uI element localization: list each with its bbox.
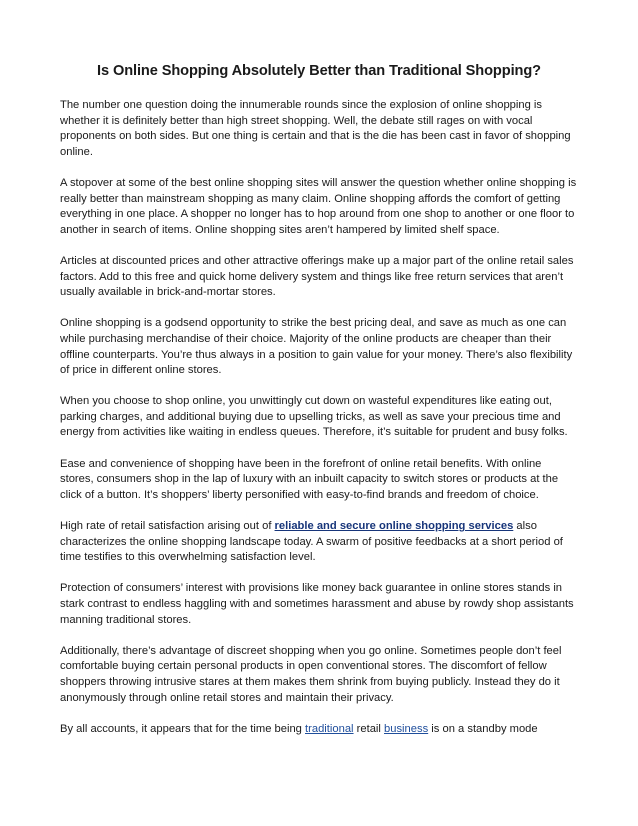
paragraph-10-text-start: By all accounts, it appears that for the time being bbox=[60, 722, 306, 735]
paragraph-5: When you choose to shop online, you unwittingly cut down on wasteful expenditures like eating out, parking charges, and additional buying due to upselling tricks, as well as save your precious time and energy from activities like waiting in endless queues. Therefore, it’s suitable for prudent and busy folks. bbox=[60, 395, 568, 439]
paragraph-8: Protection of consumers’ interest with provisions like money back guarantee in online stores stands in stark contrast to endless haggling with and sometimes harassment and abuse by rowdy shop assistants manning traditional stores. bbox=[60, 582, 574, 626]
reliable-online-shopping-link[interactable]: reliable and secure online shopping services bbox=[274, 520, 514, 533]
traditional-link[interactable]: traditional bbox=[305, 722, 354, 735]
document-title: Is Online Shopping Absolutely Better than Traditional Shopping? bbox=[97, 63, 541, 79]
paragraph-6: Ease and convenience of shopping have been in the forefront of online retail benefits. With online stores, consumers shop in the lap of luxury with an inbuilt capacity to switch stores or products at the click of a button. It’s shoppers’ liberty personified with easy-to-find brands and freedom of choice. bbox=[60, 457, 559, 501]
paragraph-3: Articles at discounted prices and other attractive offerings make up a major part of the online retail sales factors. Add to this free and quick home delivery system and things like free return services that aren’t usually available in brick-and-mortar stores. bbox=[60, 254, 574, 299]
business-link[interactable]: business bbox=[384, 722, 429, 735]
paragraph-7-text-end: also characterizes the online shopping landscape today. A swarm of positive feedbacks at a short period of time testifies to this overwhelming satisfaction level. bbox=[60, 520, 563, 564]
paragraph-4: Online shopping is a godsend opportunity to strike the best pricing deal, and save as much as one can while purchasing merchandise of their choice. Majority of the online products are cheaper than their offline counterparts. You’re thus always in a position to gain value for your money. There’s also flexibility of price in different online stores. bbox=[60, 317, 573, 377]
paragraph-7 bbox=[60, 519, 578, 566]
paragraph-10-text-end: is on a standby mode bbox=[428, 722, 538, 735]
paragraph-9: Additionally, there’s advantage of discreet shopping when you go online. Sometimes people don’t feel comfortable buying certain personal products in open conventional stores. The discomfort of fellow shoppers throwing intrusive stares at them makes them shrink from buying publicly. Instead they do it anonymously through online retail stores and maintain their privacy. bbox=[60, 644, 562, 704]
paragraph-1: The number one question doing the innumerable rounds since the explosion of online shopping is whether it is definitely better than high street shopping. Well, the debate still rages on with vocal proponents on both sides. But one thing is certain and that is the die has been cast in favor of shopping online. bbox=[60, 99, 571, 158]
paragraph-2: A stopover at some of the best online shopping sites will answer the question whether online shopping is really better than mainstream shopping as many claim. Online shopping affords the comfort of getting everything in one place. A shopper no longer has to hop around from one shop to another or one floor to another in search of items. Online shopping sites aren’t hampered by limited shelf space. bbox=[60, 176, 577, 236]
paragraph-10 bbox=[60, 722, 578, 738]
paragraph-7-text-start: High rate of retail satisfaction arising out of bbox=[60, 520, 275, 533]
paragraph-10-text-middle: retail bbox=[353, 722, 385, 735]
